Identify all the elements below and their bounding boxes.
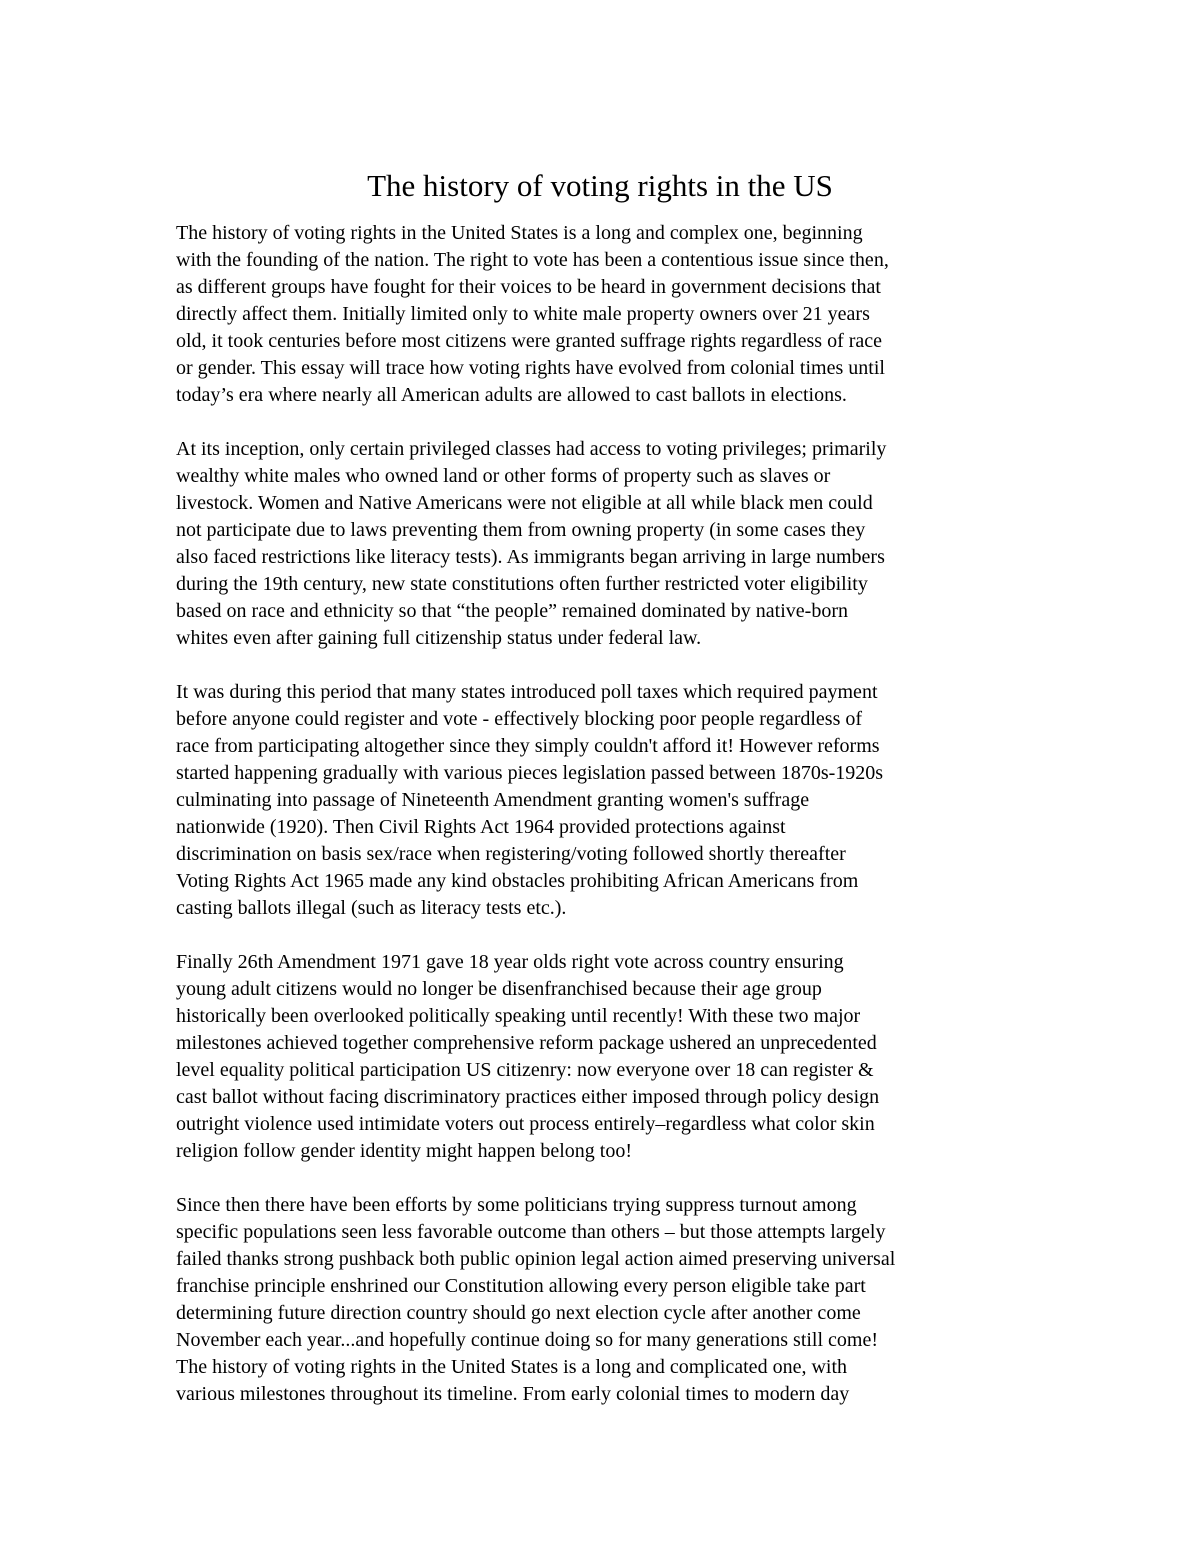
paragraph-gap [176,652,1036,679]
document-title: The history of voting rights in the US [367,168,833,203]
paragraph-line: also faced restrictions like literacy tests). As immigrants began arriving in large numbers [176,546,885,568]
paragraph-line: Voting Rights Act 1965 made any kind obstacles prohibiting African Americans from [176,870,859,892]
paragraph-line: franchise principle enshrined our Constitution allowing every person eligible take part [176,1275,866,1297]
paragraph-line: before anyone could register and vote - effectively blocking poor people regardless of [176,708,863,730]
paragraph-line: casting ballots illegal (such as literacy tests etc.). [176,897,567,919]
paragraph-line: various milestones throughout its timeline. From early colonial times to modern day [176,1383,850,1405]
paragraph-line: cast ballot without facing discriminatory practices either imposed through policy design [176,1086,880,1108]
paragraph [176,679,1036,922]
paragraph-line: specific populations seen less favorable outcome than others – but those attempts largely [176,1221,886,1243]
paragraph-line: started happening gradually with various pieces legislation passed between 1870s-1920s [176,762,884,784]
paragraph-line: religion follow gender identity might happen belong too! [176,1140,633,1162]
paragraph-line: It was during this period that many states introduced poll taxes which required payment [176,681,878,703]
paragraph-line: directly affect them. Initially limited only to white male property owners over 21 years [176,303,870,325]
paragraph-line: The history of voting rights in the United States is a long and complex one, beginning [176,222,863,244]
paragraph-line: young adult citizens would no longer be disenfranchised because their age group [176,978,822,1000]
paragraph-line: whites even after gaining full citizenship status under federal law. [176,627,702,649]
paragraph-line: discrimination on basis sex/race when registering/voting followed shortly thereafter [176,843,846,865]
paragraph-line: Since then there have been efforts by some politicians trying suppress turnout among [176,1194,857,1216]
paragraph-line: old, it took centuries before most citizens were granted suffrage rights regardless of race [176,330,883,352]
paragraph-line: milestones achieved together comprehensive reform package ushered an unprecedented [176,1032,877,1054]
paragraph-gap [176,922,1036,949]
paragraph-line: livestock. Women and Native Americans were not eligible at all while black men could [176,492,873,514]
paragraph-line: culminating into passage of Nineteenth Amendment granting women's suffrage [176,789,810,811]
paragraph-line: outright violence used intimidate voters out process entirely–regardless what color skin [176,1113,875,1135]
paragraph-gap [176,409,1036,436]
paragraph-line: November each year...and hopefully continue doing so for many generations still come! [176,1329,879,1351]
paragraph-line: or gender. This essay will trace how voting rights have evolved from colonial times until [176,357,885,379]
paragraph-line: determining future direction country should go next election cycle after another come [176,1302,861,1324]
paragraph-line: as different groups have fought for their voices to be heard in government decisions that [176,276,881,298]
paragraph-line: level equality political participation US citizenry: now everyone over 18 can register & [176,1059,874,1081]
paragraph-line: nationwide (1920). Then Civil Rights Act 1964 provided protections against [176,816,786,838]
paragraph-line: during the 19th century, new state constitutions often further restricted voter eligibility [176,573,868,595]
paragraph-line: failed thanks strong pushback both public opinion legal action aimed preserving universal [176,1248,896,1270]
paragraph [176,436,1036,652]
paragraph [176,949,1036,1165]
paragraph-line: wealthy white males who owned land or other forms of property such as slaves or [176,465,831,487]
paragraph-line: with the founding of the nation. The right to vote has been a contentious issue since then, [176,249,889,271]
paragraph-line: based on race and ethnicity so that “the people” remained dominated by native-born [176,600,848,622]
paragraph-line: not participate due to laws preventing them from owning property (in some cases they [176,519,866,541]
document-body [176,220,1036,1408]
paragraph-line: today’s era where nearly all American adults are allowed to cast ballots in elections. [176,384,847,406]
paragraph-line: race from participating altogether since they simply couldn't afford it! However reforms [176,735,880,757]
paragraph-line: historically been overlooked politically speaking until recently! With these two major [176,1005,861,1027]
paragraph-line: Finally 26th Amendment 1971 gave 18 year olds right vote across country ensuring [176,951,844,973]
paragraph-gap [176,1165,1036,1192]
paragraph-line: At its inception, only certain privileged classes had access to voting privileges; primarily [176,438,887,460]
paragraph [176,1192,1036,1408]
paragraph-line: The history of voting rights in the United States is a long and complicated one, with [176,1356,847,1378]
paragraph [176,220,1036,409]
